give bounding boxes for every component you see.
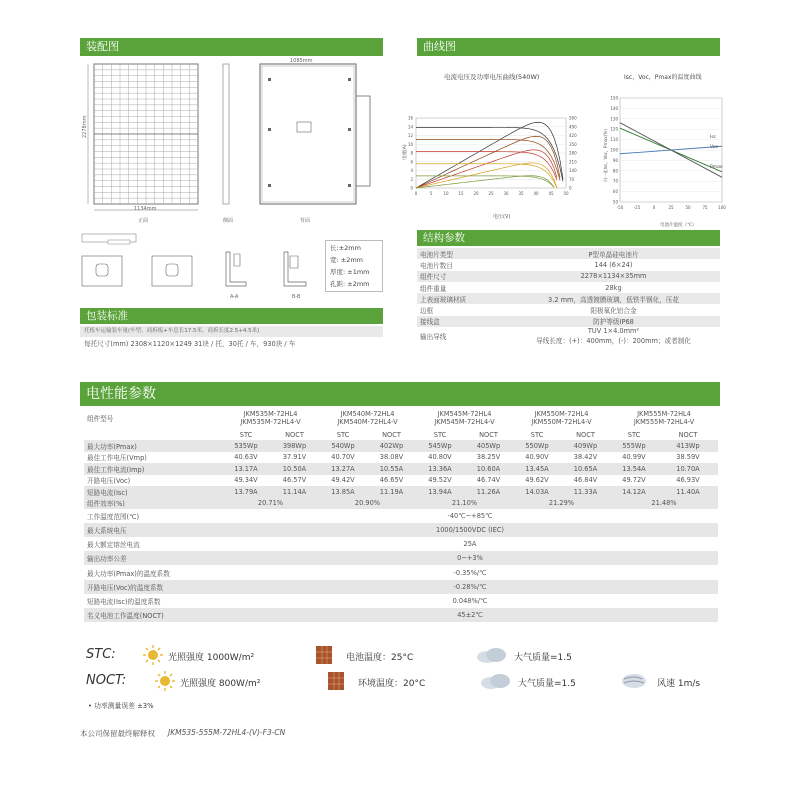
common-spec-value: -0.35%/℃ [453, 568, 487, 577]
electrical-value: 13.85A [319, 486, 367, 497]
y-tick-label: 10 [407, 141, 413, 147]
electrical-value: 11.26A [464, 486, 513, 497]
iv-curve-chart [398, 110, 598, 230]
electrical-value: 10.55A [367, 463, 416, 474]
y-tick-label: 14 [407, 124, 413, 130]
common-spec-row [84, 608, 718, 622]
electrical-row-label: 开路电压(Voc) [87, 477, 131, 486]
y-tick-label: 90 [612, 157, 618, 163]
structure-row-value: 3.2 mm，高透镀膜玻璃，低铁半钢化，压花 [507, 293, 720, 304]
structure-row-label: 组件重量 [420, 284, 447, 293]
electrical-value: 10.70A [658, 463, 718, 474]
ambient-temperature-icon [326, 671, 346, 691]
stc-label: STC: [86, 647, 116, 662]
noct-header: NOCT [678, 430, 698, 439]
footer-document-code: JKM535-555M-72HL4-(V)-F3-CN [168, 728, 286, 737]
electrical-value: 38.08V [379, 453, 404, 462]
electrical-value: 13.94A [416, 486, 464, 497]
electrical-value: 14.03A [513, 486, 561, 497]
y-tick-label: 6 [410, 159, 413, 165]
stc-cell-temperature: 电池温度：25°C [346, 653, 414, 663]
electrical-row [84, 463, 718, 474]
cloud-icon [478, 671, 512, 691]
noct-ambient-temperature: 环境温度：20°C [358, 679, 426, 689]
y2-tick-label: 70 [569, 176, 575, 182]
legend-label: Pmax [710, 165, 723, 170]
iv-curve-title: 电流电压及功率电压曲线(540W) [444, 73, 540, 81]
curves-section-title: 曲线图 [417, 38, 720, 56]
electrical-section-title: 电性能参数 [80, 382, 720, 406]
footer-rights: 本公司保留最终解释权 [80, 729, 155, 738]
structure-row-value: P型单晶硅电池片 [507, 248, 720, 259]
noct-air-mass: 大气质量=1.5 [518, 679, 576, 689]
structure-row-label: 输出导线 [420, 333, 447, 342]
wind-icon [620, 671, 648, 691]
x-tick-label: -50 [616, 205, 624, 210]
electrical-value: 13.27A [319, 463, 367, 474]
efficiency-value: 20.71% [222, 497, 319, 508]
x-tick-label: 30 [503, 191, 509, 196]
noct-irradiance: 光照强度 800W/m² [180, 679, 261, 689]
common-spec-value: -0.28%/℃ [222, 580, 718, 594]
y-tick-label: 70 [612, 178, 618, 184]
structure-row [417, 293, 720, 304]
common-spec-label: 最大系统电压 [84, 523, 222, 537]
y-tick-label: 2 [410, 176, 413, 182]
efficiency-value: 21.48% [610, 497, 718, 508]
y2-tick-label: 0 [569, 185, 572, 191]
noct-label: NOCT: [86, 673, 127, 688]
x-tick-label: 10 [443, 191, 449, 196]
y2-tick-label: 280 [569, 150, 577, 156]
structure-row-value: TUV 1×4.0mm² 导线长度：(+)：400mm，(-)：200mm；或者制化 [536, 327, 691, 346]
model-name-variant: JKM535M-72HL4-V [240, 418, 301, 426]
structure-row-value: 2278×1134×35mm [507, 271, 720, 282]
x-tick-label: 25 [488, 191, 494, 196]
condition-header-row [84, 429, 718, 440]
structure-row-label: 电池片数目 [420, 261, 453, 270]
y-tick-label: 110 [610, 137, 618, 143]
structure-row-label: 组件尺寸 [417, 271, 507, 282]
x-axis-label: 电池片温度（℃） [660, 223, 697, 228]
electrical-value: 46.65V [379, 476, 404, 485]
stc-irradiance: 光照强度 1000W/m² [168, 653, 255, 663]
stc-header: STC [239, 430, 253, 439]
x-tick-label: 5 [429, 191, 433, 196]
common-spec-label: 工作温度范围(℃) [87, 512, 140, 521]
electrical-value: 13.36A [416, 463, 464, 474]
y-tick-label: 150 [610, 95, 618, 101]
structure-row-value: 28kg [605, 283, 622, 292]
x-tick-label: 45 [548, 191, 554, 196]
electrical-value: 37.91V [282, 453, 307, 462]
common-spec-label: 最大功率(Pmax)的温度系数 [87, 569, 170, 578]
x-tick-label: 25 [668, 205, 674, 210]
model-header-row [84, 407, 718, 429]
y-tick-label: 50 [612, 199, 618, 205]
structure-row [417, 248, 720, 259]
y-tick-label: 4 [410, 168, 413, 173]
model-header-label: 组件型号 [87, 415, 114, 423]
common-spec-value: 1000/1500VDC (IEC) [222, 523, 718, 537]
x-tick-label: 50 [563, 191, 569, 196]
front-label: 正面 [138, 218, 149, 224]
panel-side-view [223, 64, 229, 204]
noct-wind-speed: 风速 1m/s [657, 679, 701, 689]
structure-row-label: 上表面玻璃材质 [417, 293, 507, 304]
common-spec-row [84, 594, 718, 608]
electrical-value: 14.12A [610, 486, 658, 497]
electrical-table [84, 407, 718, 622]
electrical-value: 40.90V [525, 453, 549, 462]
y-tick-label: 120 [610, 126, 618, 132]
electrical-value: 10.60A [464, 463, 513, 474]
dim-width-label: 1134mm [134, 206, 157, 212]
x-tick-label: 0 [652, 205, 656, 210]
y2-tick-label: 140 [569, 168, 577, 173]
back-label: 背面 [300, 218, 311, 224]
model-name [319, 407, 416, 429]
stc-air-mass: 大气质量=1.5 [514, 653, 572, 663]
efficiency-value: 20.90% [319, 497, 416, 508]
structure-row [417, 316, 720, 327]
common-spec-row [84, 509, 718, 523]
temp-curve-title: Isc，Voc，Pmax的温度曲线 [624, 74, 702, 81]
assembly-section-title: 装配图 [80, 38, 383, 56]
model-name-standard: JKM545M-72HL4 [437, 410, 492, 418]
panel-back-view [260, 64, 370, 204]
legend-label: Isc [710, 135, 717, 140]
y2-tick-label: 350 [569, 141, 577, 147]
x-tick-label: 100 [718, 205, 726, 210]
electrical-value: 413Wp [658, 440, 718, 451]
y-tick-label: 140 [610, 105, 618, 111]
electrical-value: 49.72V [622, 476, 646, 485]
model-name [416, 407, 513, 429]
x-tick-label: 75 [702, 205, 708, 210]
x-tick-label: 0 [414, 191, 418, 196]
common-spec-label: 开路电压(Voc)的温度系数 [84, 580, 222, 594]
tolerance-box [325, 240, 383, 292]
electrical-value: 38.42V [573, 453, 598, 462]
y-axis-label: 归一化Isc，Voc，Pmax(%) [603, 129, 608, 182]
structure-row [417, 271, 720, 282]
model-name-standard: JKM555M-72HL4 [637, 410, 691, 418]
electrical-row [84, 475, 718, 486]
y-tick-label: 8 [410, 150, 413, 156]
efficiency-value: 21.29% [513, 497, 610, 508]
structure-row [417, 304, 720, 315]
common-spec-row [84, 523, 718, 537]
electrical-value: 13.45A [513, 463, 561, 474]
electrical-value: 11.33A [561, 486, 610, 497]
panel-front-view [94, 64, 198, 204]
x-tick-label: -25 [633, 205, 641, 210]
sun-icon [155, 671, 175, 691]
electrical-value: 405Wp [464, 440, 513, 451]
electrical-value: 40.63V [234, 453, 258, 462]
model-name-variant: JKM555M-72HL4-V [633, 418, 695, 426]
electrical-value: 40.70V [331, 453, 355, 462]
structure-row [417, 259, 720, 270]
section-b-label: B-B [292, 294, 301, 300]
electrical-value: 40.80V [428, 453, 452, 462]
electrical-value: 11.40A [658, 486, 718, 497]
model-name-standard: JKM550M-72HL4 [534, 410, 589, 418]
iv-curve-line [416, 140, 560, 181]
electrical-value: 49.42V [331, 476, 355, 485]
electrical-value: 46.74V [476, 476, 501, 485]
electrical-value: 13.54A [610, 463, 658, 474]
structure-row-value: 阳极氧化铝合金 [590, 307, 637, 316]
noct-header: NOCT [576, 430, 595, 439]
y2-tick-label: 560 [569, 115, 577, 121]
model-name-variant: JKM545M-72HL4-V [434, 418, 495, 426]
electrical-row-label: 最大功率(Pmax) [84, 440, 222, 451]
tolerance-note-text: 功率测量误差 ±3% [94, 702, 154, 710]
cell-temperature-icon [314, 645, 334, 665]
model-name-variant: JKM540M-72HL4-V [337, 418, 398, 426]
electrical-value: 550Wp [513, 440, 561, 451]
y-tick-label: 130 [610, 116, 618, 122]
model-name-variant: JKM550M-72HL4-V [531, 418, 592, 426]
electrical-value: 10.50A [270, 463, 319, 474]
structure-table [417, 248, 720, 345]
electrical-row-label: 最佳工作电压(Vmp) [87, 454, 147, 463]
common-spec-value: -40℃~+85℃ [447, 511, 493, 520]
x-axis-label: 电压(V) [493, 214, 511, 220]
efficiency-row [84, 497, 718, 508]
common-spec-row [84, 565, 718, 579]
common-spec-value: 0~+3% [222, 551, 718, 565]
sun-icon [143, 645, 163, 665]
electrical-value: 49.52V [428, 476, 452, 485]
y-tick-label: 0 [410, 185, 413, 191]
electrical-value: 555Wp [610, 440, 658, 451]
y-tick-label: 16 [407, 115, 413, 121]
structure-row-label: 电池片类型 [417, 248, 507, 259]
tolerance-hole: 孔距: ±2mm [330, 280, 370, 288]
electrical-value: 46.57V [282, 476, 307, 485]
model-name [610, 407, 718, 429]
electrical-value: 38.59V [676, 453, 700, 462]
electrical-value: 40.99V [622, 453, 646, 462]
common-spec-label: 短路电流(Isc)的温度系数 [87, 597, 161, 606]
electrical-value: 409Wp [561, 440, 610, 451]
electrical-value: 13.17A [222, 463, 270, 474]
common-spec-row [84, 551, 718, 565]
model-name [222, 407, 319, 429]
assembly-drawing [80, 58, 383, 228]
noct-header: NOCT [285, 430, 304, 439]
model-name [513, 407, 610, 429]
electrical-row [84, 486, 718, 497]
x-tick-label: 40 [533, 191, 539, 196]
tolerance-thickness: 厚度: ±1mm [330, 268, 370, 276]
common-spec-label: 名义电池工作温度(NOCT) [84, 608, 222, 622]
electrical-value: 540Wp [319, 440, 367, 451]
stc-header: STC [433, 430, 447, 439]
electrical-value: 11.14A [270, 486, 319, 497]
power-curve-line [416, 176, 554, 188]
efficiency-value: 21.10% [416, 497, 513, 508]
x-tick-label: 20 [473, 191, 479, 196]
tolerance-width: 宽: ±2mm [330, 256, 364, 264]
packaging-row-1: 托板车运输装车量(车型、商拆板+车总长17.5米，商拆长度2.5+4.5米) [80, 326, 383, 337]
stc-header: STC [336, 430, 350, 439]
structure-row [417, 282, 720, 293]
y-tick-label: 12 [407, 133, 413, 138]
dim-height-label: 2278mm [82, 115, 88, 138]
electrical-value: 545Wp [416, 440, 464, 451]
structure-row [417, 327, 720, 345]
structure-row-value: 144 (6×24) [594, 260, 633, 269]
dim-back-label: 1085mm [290, 58, 313, 64]
packaging-section-title: 包装标准 [80, 308, 383, 324]
common-spec-label: 输出功率公差 [84, 551, 222, 565]
y-tick-label: 80 [612, 168, 618, 174]
model-name-standard: JKM540M-72HL4 [340, 410, 395, 418]
electrical-row-label: 短路电流(Isc) [84, 486, 222, 497]
electrical-row [84, 440, 718, 451]
electrical-value: 46.84V [573, 476, 598, 485]
electrical-value: 11.19A [367, 486, 416, 497]
electrical-row-label: 最佳工作电流(Imp) [84, 463, 222, 474]
electrical-value: 398Wp [270, 440, 319, 451]
cloud-icon [474, 645, 508, 665]
packaging-row-2: 每托尺寸(mm) 2308×1120×1249 31块 / 托，30托 / 车，930块 / 车 [84, 340, 296, 348]
electrical-value: 10.65A [561, 463, 610, 474]
electrical-value: 38.25V [476, 453, 501, 462]
model-name-standard: JKM535M-72HL4 [243, 410, 298, 418]
y2-tick-label: 490 [569, 124, 577, 130]
side-label: 侧面 [223, 218, 234, 224]
structure-row-label: 边框 [420, 307, 434, 316]
stc-header: STC [627, 430, 641, 439]
y2-tick-label: 420 [569, 133, 577, 138]
tolerance-note: • 功率测量误差 ±3% [88, 702, 154, 710]
electrical-value: 49.34V [234, 476, 258, 485]
common-spec-value: 25A [463, 540, 477, 549]
structure-row-label: 接线盒 [417, 316, 507, 327]
common-spec-value: 0.048%/℃ [452, 596, 488, 605]
y-axis-label: 电流(A) [403, 144, 408, 160]
noct-header: NOCT [382, 430, 401, 439]
electrical-row [84, 452, 718, 463]
electrical-value: 402Wp [367, 440, 416, 451]
y2-tick-label: 210 [569, 159, 577, 165]
efficiency-label: 组件效率(%) [84, 497, 222, 508]
detail-drawings [80, 232, 320, 304]
x-tick-label: 50 [685, 205, 691, 210]
tolerance-length: 长:±2mm [330, 244, 361, 252]
section-a-label: A-A [230, 294, 239, 300]
noct-header: NOCT [479, 430, 498, 439]
electrical-value: 535Wp [222, 440, 270, 451]
common-spec-label: 最大额定熔丝电流 [87, 541, 140, 550]
electrical-value: 13.79A [222, 486, 270, 497]
y-tick-label: 60 [612, 189, 618, 195]
x-tick-label: 35 [518, 191, 524, 196]
common-spec-row [84, 537, 718, 551]
empty-cell [84, 429, 222, 440]
electrical-value: 46.93V [676, 476, 700, 485]
common-spec-row [84, 580, 718, 594]
common-spec-value: 45±2℃ [222, 608, 718, 622]
electrical-value: 49.62V [525, 476, 549, 485]
stc-header: STC [530, 430, 544, 439]
x-tick-label: 15 [458, 191, 464, 196]
structure-row-value: 防护等级IP68 [507, 316, 720, 327]
temp-curve-chart [598, 92, 728, 230]
structure-section-title: 结构参数 [417, 230, 720, 246]
y-tick-label: 100 [610, 147, 618, 153]
legend-label: Voc [710, 145, 718, 150]
